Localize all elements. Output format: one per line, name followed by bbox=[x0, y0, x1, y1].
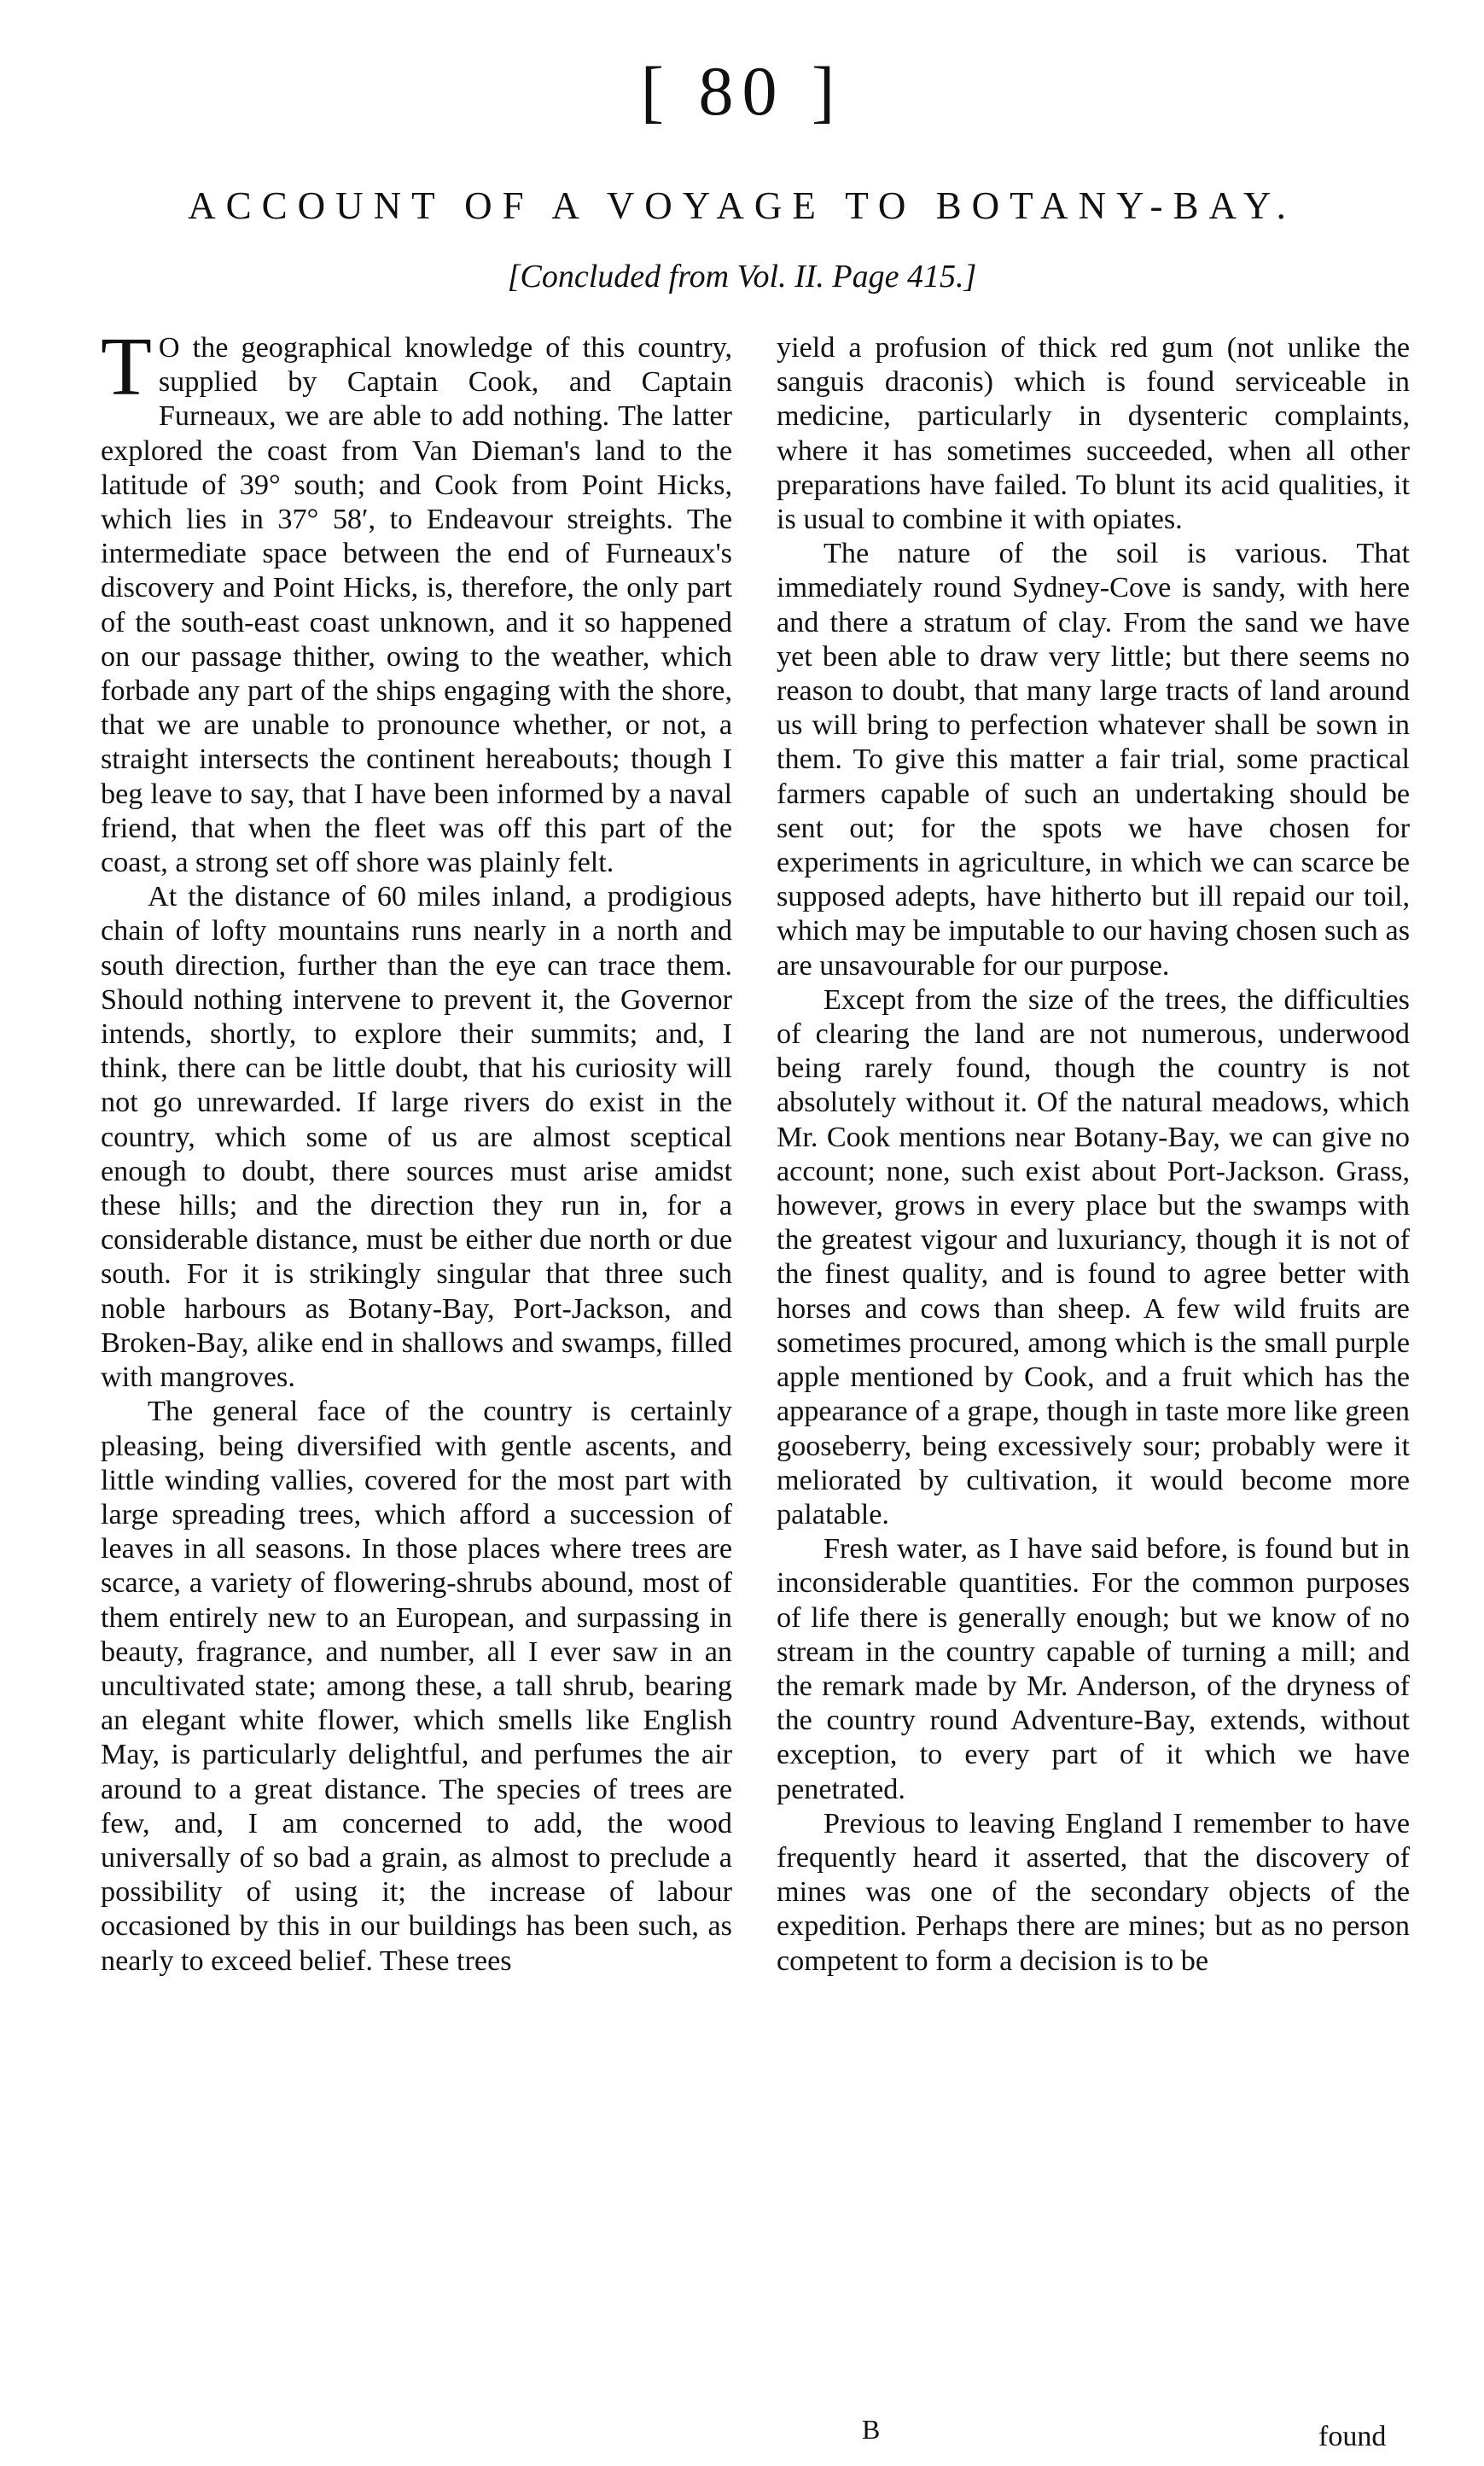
paragraph-text: O the geographical knowledge of this country, supplied by Captain Cook, and Captain Furneaux, we are able to add nothing. The latter explored the coast from Van Dieman's land to the latitude of 39° south; and Cook from Point Hicks, which lies in 37° 58′, to Endeavour streights. The intermediate space between the end of Furneaux's discovery and Point Hicks, is, therefore, the only part of the south-east coast unknown, and it so happened on our passage thither, owing to the weather, which forbade any part of the ships engaging with the shore, that we are unable to pronounce whether, or not, a straight intersects the continent hereabouts; though I beg leave to say, that I have been informed by a naval friend, that when the fleet was off this part of the coast, a strong set off shore was plainly felt. bbox=[101, 332, 732, 879]
right-column bbox=[777, 331, 1410, 1979]
paragraph bbox=[101, 321, 732, 880]
drop-cap: T bbox=[101, 321, 152, 413]
paragraph: Previous to leaving England I remember to have frequently heard it asserted, that the discovery of mines was one of the secondary objects of the expedition. Perhaps there are mines; but as no person competent to form a decision is to be bbox=[777, 1807, 1410, 1977]
article-subtitle: [Concluded from Vol. II. Page 415.] bbox=[507, 259, 977, 294]
paragraph: yield a profusion of thick red gum (not unlike the sanguis draconis) which is found serviceable in medicine, particularly in dysenteric complaints, where it has sometimes succeeded, when all other preparations have failed. To blunt its acid qualities, it is usual to combine it with opiates. bbox=[777, 332, 1410, 536]
catchword: found bbox=[1318, 2421, 1387, 2452]
paragraph: The general face of the country is certainly pleasing, being diversified with gentle ascents, and little winding vallies, covered for the most part with large spreading trees, which afford a succession of leaves in all seasons. In those places where trees are scarce, a variety of flowering-shrubs abound, most of them entirely new to an European, and surpassing in beauty, fragrance, and number, all I ever saw in an uncultivated state; among these, a tall shrub, bearing an elegant white flower, which smells like English May, is particularly delightful, and perfumes the air around to a great distance. The species of trees are few, and, I am concerned to add, the wood universally of so bad a grain, as almost to preclude a possibility of using it; the increase of labour occasioned by this in our buildings has been such, as nearly to exceed belief. These trees bbox=[101, 1396, 732, 1977]
left-column bbox=[101, 321, 732, 1979]
article-title: ACCOUNT OF A VOYAGE TO BOTANY-BAY. bbox=[188, 184, 1296, 227]
paragraph: Except from the size of the trees, the difficulties of clearing the land are not numerous, underwood being rarely found, though the country is not absolutely without it. Of the natural meadows, which Mr. Cook mentions near Botany-Bay, we can give no account; none, such exist about Port-Jackson. Grass, however, grows in every place but the swamps with the greatest vigour and luxuriancy, though it is not of the finest quality, and is found to agree better with horses and cows than sheep. A few wild fruits are sometimes procured, among which is the small purple apple mentioned by Cook, and a fruit which has the appearance of a grape, though in taste more like green gooseberry, being excessively sour; probably were it meliorated by cultivation, it would become more palatable. bbox=[777, 983, 1410, 1530]
signature-mark: B bbox=[862, 2414, 881, 2445]
paragraph: The nature of the soil is various. That immediately round Sydney-Cove is sandy, with here and there a stratum of clay. From the sand we have yet been able to draw very little; but there seems no reason to doubt, that many large tracts of land around us will bring to perfection whatever shall be sown in them. To give this matter a fair trial, some practical farmers capable of such an undertaking should be sent out; for the spots we have chosen for experiments in agriculture, in which we can scarce be supposed adepts, have hitherto but ill repaid our toil, which may be imputable to our having chosen such as are unsavourable for our purpose. bbox=[777, 538, 1410, 982]
paragraph: At the distance of 60 miles inland, a prodigious chain of lofty mountains runs nearly in a north and south direction, further than the eye can trace them. Should nothing intervene to prevent it, the Governor intends, shortly, to explore their summits; and, I think, there can be little doubt, that his curiosity will not go unrewarded. If large rivers do exist in the country, which some of us are almost sceptical enough to doubt, there sources must arise amidst these hills; and the direction they run in, for a considerable distance, must be either due north or due south. For it is strikingly singular that three such noble harbours as Botany-Bay, Port-Jackson, and Broken-Bay, alike end in shallows and swamps, filled with mangroves. bbox=[101, 881, 732, 1394]
page-number: [ 80 ] bbox=[640, 52, 844, 130]
paragraph: Fresh water, as I have said before, is found but in inconsiderable quantities. For the common purposes of life there is generally enough; but we know of no stream in the country capable of turning a mill; and the remark made by Mr. Anderson, of the dryness of the country round Adventure-Bay, extends, without exception, to every part of it which we have penetrated. bbox=[777, 1533, 1410, 1805]
